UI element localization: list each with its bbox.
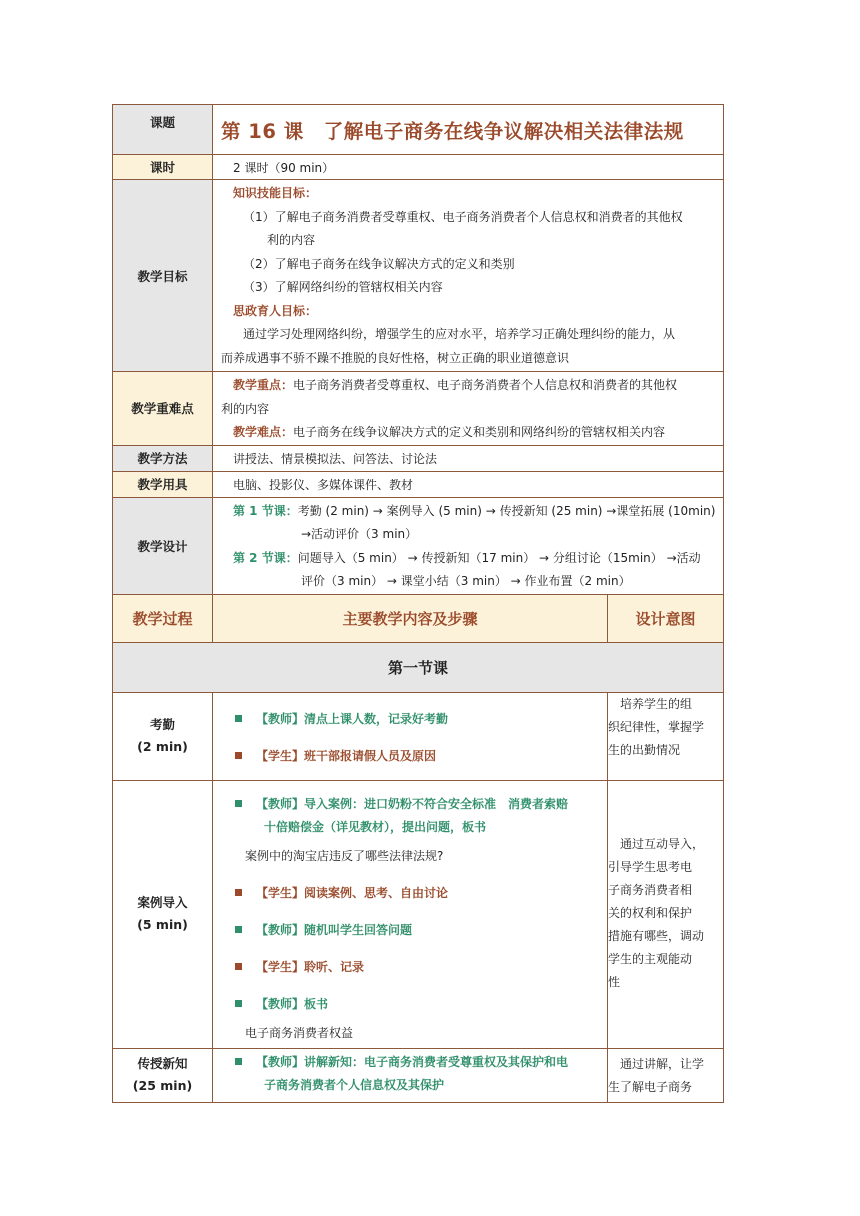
case-label: 案例导入 <box>137 895 188 910</box>
new-knowledge-time: (25 min) <box>132 1077 193 1093</box>
square-bullet-icon <box>235 926 242 933</box>
square-bullet-icon <box>235 889 242 896</box>
square-bullet-icon <box>235 752 242 759</box>
key-text-cont: 利的内容 <box>221 401 270 416</box>
new-knowledge-teacher: 【教师】讲解新知：电子商务消费者受尊重权及其保护和电 <box>213 1051 607 1074</box>
key-label: 教学重点： <box>233 378 294 392</box>
hours-label: 课时 <box>113 155 213 180</box>
case-intent: 通过互动导入， 引导学生思考电 子商务消费者相 关的权利和保护 措施有哪些，调动 学生的主观能动 性 <box>608 780 724 1048</box>
process-col-header: 教学过程 <box>113 594 213 642</box>
square-bullet-icon <box>235 1058 242 1065</box>
methods-value: 讲授法、情景模拟法、问答法、讨论法 <box>213 445 724 471</box>
hours-value: 2 课时（90 min） <box>213 155 724 180</box>
key-text: 电子商务消费者受尊重权、电子商务消费者个人信息权和消费者的其他权 <box>293 378 678 392</box>
content-col-header: 主要教学内容及步骤 <box>213 594 608 642</box>
design-label: 教学设计 <box>113 497 213 594</box>
attendance-student: 【学生】班干部报请假人员及原因 <box>213 745 607 768</box>
attendance-intent: 培养学生的组 织纪律性，掌握学 生的出勤情况 <box>608 692 724 780</box>
case-time: (5 min) <box>137 917 188 932</box>
new-knowledge-teacher-cont: 子商务消费者个人信息权及其保护 <box>264 1077 445 1092</box>
skill-item-1-cont: 利的内容 <box>267 233 316 247</box>
square-bullet-icon <box>235 715 242 722</box>
new-knowledge-label: 传授新知 <box>137 1055 188 1071</box>
case-student-2: 【学生】聆听、记录 <box>213 956 607 979</box>
case-student-1: 【学生】阅读案例、思考、自由讨论 <box>213 882 607 905</box>
objectives-content <box>213 180 724 372</box>
case-board-text: 电子商务消费者权益 <box>245 1025 354 1040</box>
difficulty-text: 电子商务在线争议解决方式的定义和类别和网络纠纷的管辖权相关内容 <box>293 425 666 439</box>
case-stage <box>113 780 213 1048</box>
ideology-line-2: 而养成遇事不骄不躁不推脱的良好性格，树立正确的职业道德意识 <box>221 350 570 365</box>
ideology-heading: 思政育人目标： <box>233 303 318 318</box>
ideology-line-1: 通过学习处理网络纠纷，增强学生的应对水平，培养学习正确处理纠纷的能力，从 <box>243 327 676 341</box>
intent-col-header: 设计意图 <box>608 594 724 642</box>
attendance-label: 考勤 <box>149 717 175 732</box>
lesson-plan-table <box>112 104 724 1103</box>
square-bullet-icon <box>235 800 242 807</box>
tools-label: 教学用具 <box>113 471 213 497</box>
skill-item-2: （2）了解电子商务在线争议解决方式的定义和类别 <box>243 256 515 271</box>
methods-label: 教学方法 <box>113 445 213 471</box>
session1-flow: 考勤 (2 min) → 案例导入 (5 min) → 传授新知 (25 min) →课堂拓展 (10min) <box>297 503 716 518</box>
session1-flow-cont: →活动评价（3 min） <box>301 527 418 541</box>
case-content <box>213 780 608 1048</box>
case-teacher-1: 【教师】导入案例：进口奶粉不符合安全标准 消费者索赔 <box>213 793 607 816</box>
lesson-title-cell <box>213 105 724 155</box>
objectives-label: 教学目标 <box>113 180 213 372</box>
case-question: 案例中的淘宝店违反了哪些法律法规? <box>245 848 444 863</box>
square-bullet-icon <box>235 1000 242 1007</box>
attendance-stage <box>113 692 213 780</box>
session1-label: 第 1 节课： <box>233 503 298 518</box>
attendance-teacher: 【教师】清点上课人数，记录好考勤 <box>213 708 607 731</box>
tools-value: 电脑、投影仪、多媒体课件、教材 <box>213 471 724 497</box>
attendance-content <box>213 692 608 780</box>
case-teacher-1-cont: 十倍赔偿金（详见教材），提出问题，板书 <box>264 819 487 834</box>
new-knowledge-stage <box>113 1048 213 1102</box>
session2-flow: 问题导入（5 min） → 传授新知（17 min） → 分组讨论（15min） →活动 <box>297 550 701 565</box>
section1-title: 第一节课 <box>113 642 724 692</box>
session2-label: 第 2 节课： <box>233 550 298 565</box>
session2-flow-cont: 评价（3 min） → 课堂小结（3 min） → 作业布置（2 min） <box>301 574 631 588</box>
case-teacher-3: 【教师】板书 <box>213 993 607 1016</box>
topic-label: 课题 <box>113 105 213 155</box>
new-knowledge-intent: 通过讲解，让学 生了解电子商务 <box>608 1048 724 1102</box>
square-bullet-icon <box>235 963 242 970</box>
case-teacher-2: 【教师】随机叫学生回答问题 <box>213 919 607 942</box>
difficulty-label: 教学难点： <box>233 425 294 439</box>
design-content <box>213 497 724 594</box>
skill-heading: 知识技能目标： <box>233 186 318 200</box>
attendance-time: (2 min) <box>137 739 188 754</box>
key-points-label: 教学重难点 <box>113 372 213 446</box>
skill-item-3: （3）了解网络纠纷的管辖权相关内容 <box>243 280 443 294</box>
lesson-title: 第 16 课 了解电子商务在线争议解决相关法律法规 <box>221 119 684 143</box>
skill-item-1: （1）了解电子商务消费者受尊重权、电子商务消费者个人信息权和消费者的其他权 <box>243 209 683 224</box>
new-knowledge-content <box>213 1048 608 1102</box>
key-points-content <box>213 372 724 446</box>
